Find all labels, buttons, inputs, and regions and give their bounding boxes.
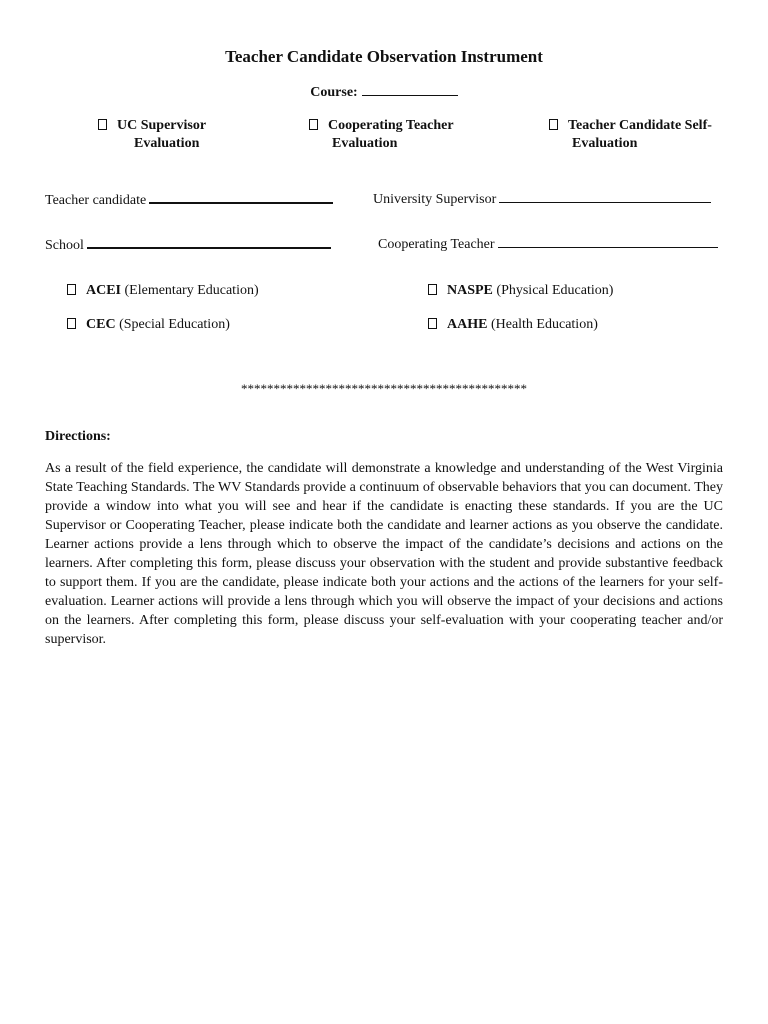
school-blank[interactable] xyxy=(87,236,331,249)
school-field xyxy=(45,236,331,254)
standard-desc: (Physical Education) xyxy=(496,283,614,298)
teacher-candidate-blank[interactable] xyxy=(149,191,333,204)
standard-desc: (Elementary Education) xyxy=(124,283,259,298)
checkbox-icon[interactable] xyxy=(67,284,76,295)
standard-abbr: CEC xyxy=(86,317,116,332)
teacher-candidate-label: Teacher candidate xyxy=(45,193,147,208)
university-supervisor-label: University Supervisor xyxy=(373,192,497,207)
teacher-candidate-field xyxy=(45,191,333,209)
course-row xyxy=(0,83,768,101)
option-cooperating-teacher-evaluation[interactable] xyxy=(309,117,454,153)
cooperating-teacher-blank[interactable] xyxy=(498,236,718,248)
checkbox-icon[interactable] xyxy=(309,119,318,130)
separator-stars: ******************************************** xyxy=(241,381,527,396)
option-teacher-candidate-self-evaluation[interactable] xyxy=(549,117,712,153)
checkbox-icon[interactable] xyxy=(428,284,437,295)
standard-abbr: NASPE xyxy=(447,283,493,298)
cooperating-teacher-field xyxy=(378,236,718,253)
standard-desc: (Special Education) xyxy=(119,317,230,332)
option-label-line2: Evaluation xyxy=(332,136,398,151)
standard-desc: (Health Education) xyxy=(490,317,598,332)
standard-option-cec[interactable] xyxy=(67,317,230,333)
option-label-line2: Evaluation xyxy=(572,136,638,151)
checkbox-icon[interactable] xyxy=(428,318,437,329)
option-label-line1: Teacher Candidate Self- xyxy=(568,118,712,133)
document-title: Teacher Candidate Observation Instrument xyxy=(225,47,543,66)
option-label-line1: UC Supervisor xyxy=(117,118,207,133)
standard-option-aahe[interactable] xyxy=(428,317,598,333)
checkbox-icon[interactable] xyxy=(98,119,107,130)
standard-abbr: ACEI xyxy=(86,283,122,298)
standard-option-naspe[interactable] xyxy=(428,283,613,299)
directions-heading: Directions: xyxy=(45,429,111,444)
course-blank[interactable] xyxy=(362,83,458,96)
option-label-line1: Cooperating Teacher xyxy=(328,118,454,133)
school-label: School xyxy=(45,238,84,253)
course-label: Course: xyxy=(310,85,358,100)
cooperating-teacher-label: Cooperating Teacher xyxy=(378,237,495,252)
university-supervisor-blank[interactable] xyxy=(499,191,711,203)
checkbox-icon[interactable] xyxy=(549,119,558,130)
directions-paragraph: As a result of the field experience, the candidate will demonstrate a knowledge and understanding of the West Virginia State Teaching Standards. The WV Standards provide a continuum of observable behaviors that you can document. They provide a window into what you will see and hear if the candidate is enacting these standards. If you are the UC Supervisor or Cooperating Teacher, please indicate both the candidate and learner actions as you observe the candidate. Learner actions provide a lens through which to observe the impact of the candidate’s decisions and actions on the learners. After completing this form, please discuss your observation with the student and provide substantive feedback to support them. If you are the candidate, please indicate both your actions and the actions of the learners for your self-evaluation. Learner actions will provide a lens through which you will observe the impact of your decisions and actions on the learners. After completing this form, please discuss your self-evaluation with your cooperating teacher and/or supervisor. xyxy=(45,461,723,647)
option-label-line2: Evaluation xyxy=(134,136,200,151)
option-uc-supervisor-evaluation[interactable] xyxy=(98,117,206,153)
standard-option-acei[interactable] xyxy=(67,283,259,299)
checkbox-icon[interactable] xyxy=(67,318,76,329)
standard-abbr: AAHE xyxy=(447,317,488,332)
university-supervisor-field xyxy=(373,191,711,208)
